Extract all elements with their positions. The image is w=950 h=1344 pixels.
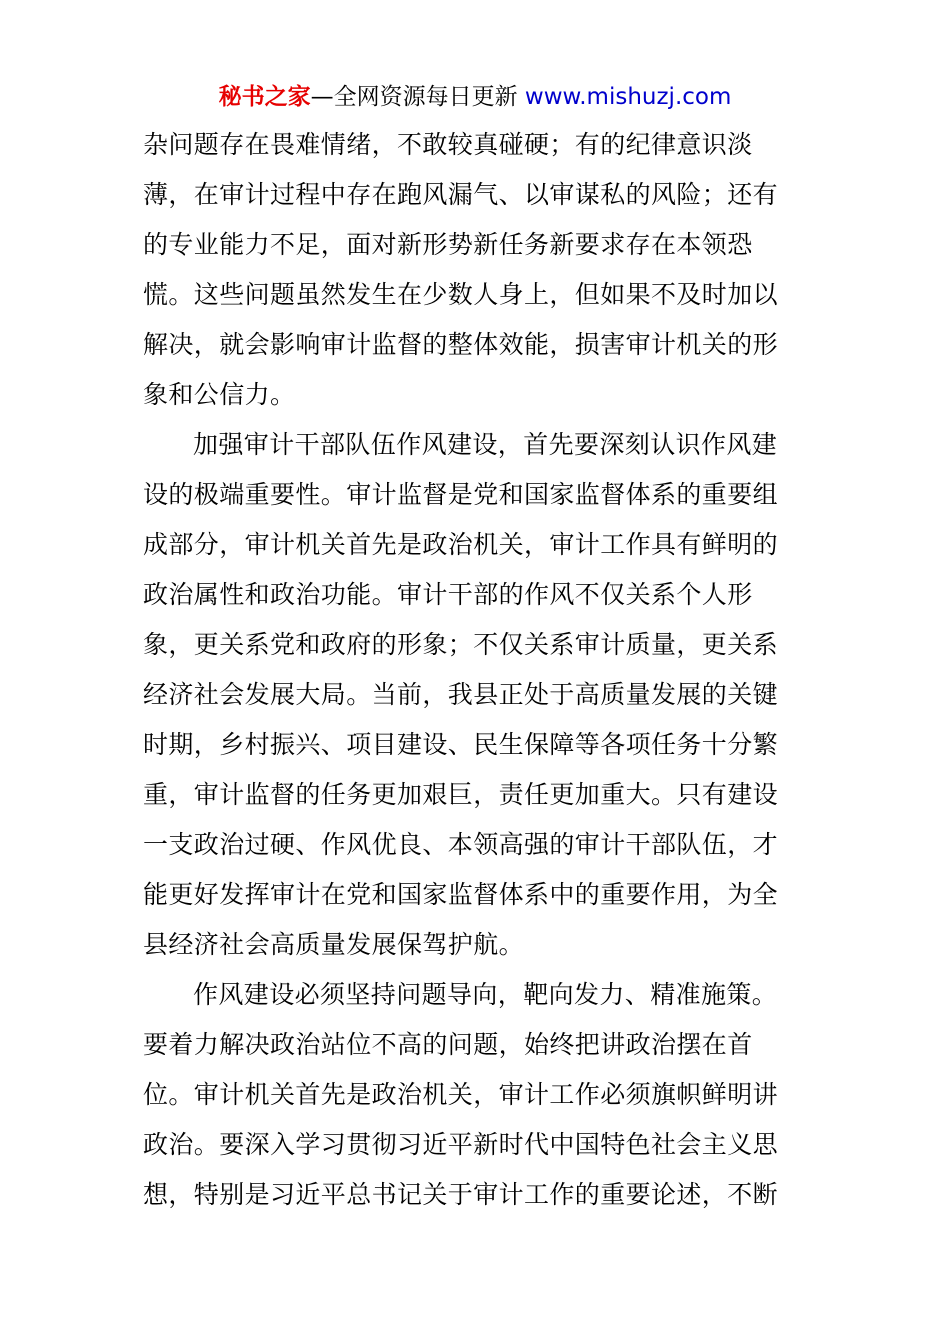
- paragraph-start-line: 加强审计干部队伍作风建设，首先要深刻认识作风建: [193, 430, 778, 459]
- text-line: 一支政治过硬、作风优良、本领高强的审计干部队伍，才: [143, 830, 779, 859]
- site-slogan: —全网资源每日更新: [310, 84, 525, 110]
- text-line: 象，更关系党和政府的形象；不仅关系审计质量，更关系: [143, 630, 779, 659]
- text-line: 时期，乡村振兴、项目建设、民生保障等各项任务十分繁: [143, 730, 779, 759]
- text-line: 经济社会发展大局。当前，我县正处于高质量发展的关键: [143, 680, 779, 709]
- text-line: 杂问题存在畏难情绪，不敢较真碰硬；有的纪律意识淡: [143, 130, 753, 159]
- paragraph-start-line: 作风建设必须坚持问题导向，靶向发力、精准施策。: [193, 980, 778, 1009]
- text-line: 政治。要深入学习贯彻习近平新时代中国特色社会主义思: [143, 1130, 779, 1159]
- text-line: 慌。这些问题虽然发生在少数人身上，但如果不及时加以: [143, 280, 779, 309]
- text-line: 想，特别是习近平总书记关于审计工作的重要论述，不断: [143, 1180, 779, 1209]
- text-line: 解决，就会影响审计监督的整体效能，损害审计机关的形: [143, 330, 779, 359]
- document-body: [143, 120, 813, 1220]
- site-name: 秘书之家: [218, 84, 311, 110]
- text-line: 政治属性和政治功能。审计干部的作风不仅关系个人形: [143, 580, 753, 609]
- text-line: 重，审计监督的任务更加艰巨，责任更加重大。只有建设: [143, 780, 779, 809]
- text-line: 县经济社会高质量发展保驾护航。: [143, 930, 525, 959]
- page-header: [0, 80, 950, 114]
- text-line: 薄，在审计过程中存在跑风漏气、以审谋私的风险；还有: [143, 180, 779, 209]
- text-line: 成部分，审计机关首先是政治机关，审计工作具有鲜明的: [143, 530, 779, 559]
- text-line: 象和公信力。: [143, 380, 296, 409]
- text-line: 的专业能力不足，面对新形势新任务新要求存在本领恐: [143, 230, 753, 259]
- text-line: 要着力解决政治站位不高的问题，始终把讲政治摆在首: [143, 1030, 753, 1059]
- text-line: 能更好发挥审计在党和国家监督体系中的重要作用，为全: [143, 880, 779, 909]
- text-line: 设的极端重要性。审计监督是党和国家监督体系的重要组: [143, 480, 779, 509]
- text-line: 位。审计机关首先是政治机关，审计工作必须旗帜鲜明讲: [143, 1080, 779, 1109]
- site-url-link[interactable]: www.mishuzj.com: [524, 84, 732, 110]
